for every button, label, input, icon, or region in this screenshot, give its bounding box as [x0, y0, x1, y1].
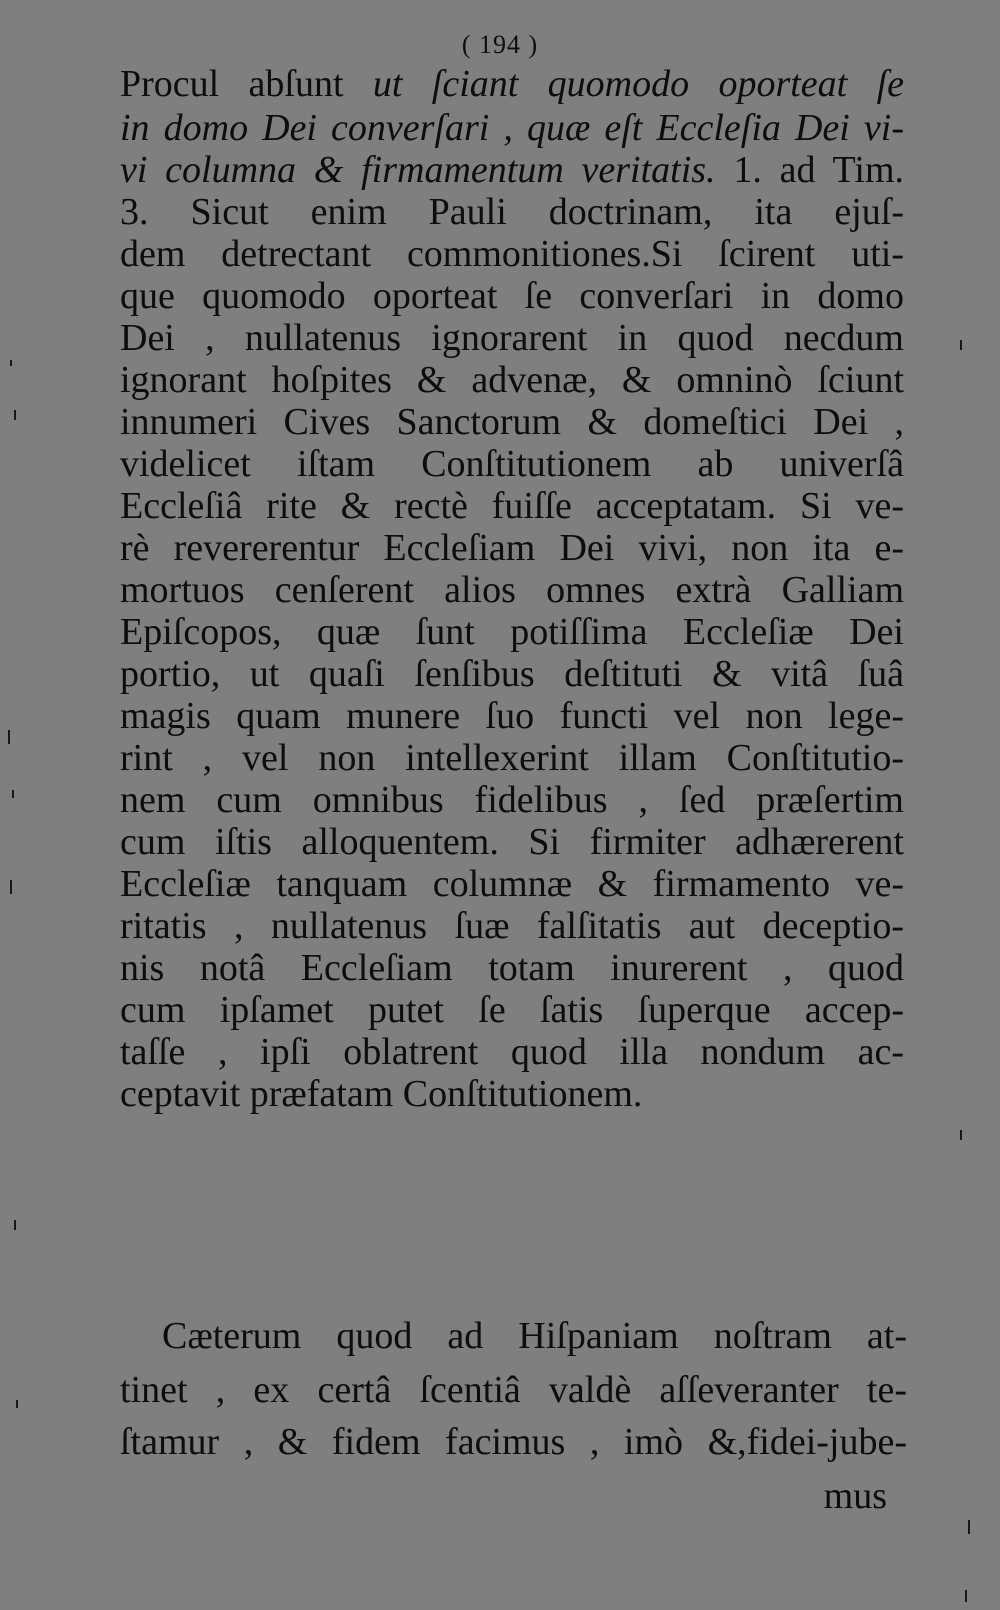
scan-speck [10, 360, 12, 366]
text-line: innumeri Cives Sanctorum & domeſtici Dei , [120, 401, 904, 443]
text-line: ceptavit præfatam Conſtitutionem. [120, 1073, 643, 1115]
scan-speck [960, 1130, 962, 1140]
line-roman-segment: Procul abſunt [120, 63, 344, 105]
text-line: magis quam munere ſuo functi vel non lege- [120, 695, 904, 737]
text-line: Cæterum quod ad Hiſpaniam noſtram at- [162, 1315, 907, 1357]
text-line [120, 62, 904, 106]
scan-speck [14, 410, 16, 420]
scan-speck [12, 790, 14, 798]
text-line: portio, ut quaſi ſenſibus deſtituti & vitâ ſuâ [120, 653, 904, 695]
text-line: cum ipſamet putet ſe ſatis ſuperque accep- [120, 989, 904, 1031]
text-line: que quomodo oporteat ſe converſari in domo [120, 275, 904, 317]
text-line: taſſe , ipſi oblatrent quod illa nondum ac- [120, 1031, 904, 1073]
text-line: Eccleſiæ tanquam columnæ & firmamento ve- [120, 863, 904, 905]
text-line: nis notâ Eccleſiam totam inurerent , quod [120, 947, 904, 989]
scan-speck [960, 340, 962, 350]
text-line: rint , vel non intellexerint illam Conſtitutio- [120, 737, 904, 779]
text-line: nem cum omnibus fidelibus , ſed præſertim [120, 779, 904, 821]
text-line: Dei , nullatenus ignorarent in quod necdum [120, 317, 904, 359]
text-line [120, 148, 904, 192]
text-line: videlicet iſtam Conſtitutionem ab univerſâ [120, 443, 904, 485]
text-line: mortuos cenſerent alios omnes extrà Galliam [120, 569, 904, 611]
scan-speck [8, 730, 10, 744]
text-line: Epiſcopos, quæ ſunt potiſſima Eccleſiæ Dei [120, 611, 904, 653]
text-line: ritatis , nullatenus ſuæ falſitatis aut deceptio- [120, 905, 904, 947]
scan-speck [968, 1520, 970, 1534]
scan-speck [14, 1220, 16, 1230]
line-italic-segment: vi columna & firmamentum veritatis. [120, 149, 716, 191]
line-italic-segment: ut ſciant quomodo oporteat ſe [343, 63, 904, 105]
text-line [120, 106, 904, 150]
text-line: Eccleſiâ rite & rectè fuiſſe acceptatam. Si ve- [120, 485, 904, 527]
text-line: rè revererentur Eccleſiam Dei vivi, non ita e- [120, 527, 904, 569]
text-line: dem detrectant commonitiones.Si ſcirent uti- [120, 233, 904, 275]
scan-speck [16, 1400, 18, 1408]
text-line: ignorant hoſpites & advenæ, & omninò ſciunt [120, 359, 904, 401]
catchword: mus [823, 1475, 887, 1517]
text-line: 3. Sicut enim Pauli doctrinam, ita ejuſ- [120, 191, 904, 233]
scan-speck [10, 880, 12, 894]
scan-speck [965, 1590, 967, 1602]
page-number: ( 194 ) [461, 30, 539, 59]
text-line: cum iſtis alloquentem. Si firmiter adhærerent [120, 821, 904, 863]
text-line: tinet , ex certâ ſcentiâ valdè aſſeveranter te- [120, 1369, 907, 1411]
line-italic-segment: in domo Dei converſari , quæ eſt Eccleſia Dei vi- [120, 107, 904, 149]
line-roman-segment: 1. ad Tim. [715, 149, 904, 191]
text-line: ſtamur , & fidem facimus , imò &,fidei-jube- [120, 1421, 907, 1463]
